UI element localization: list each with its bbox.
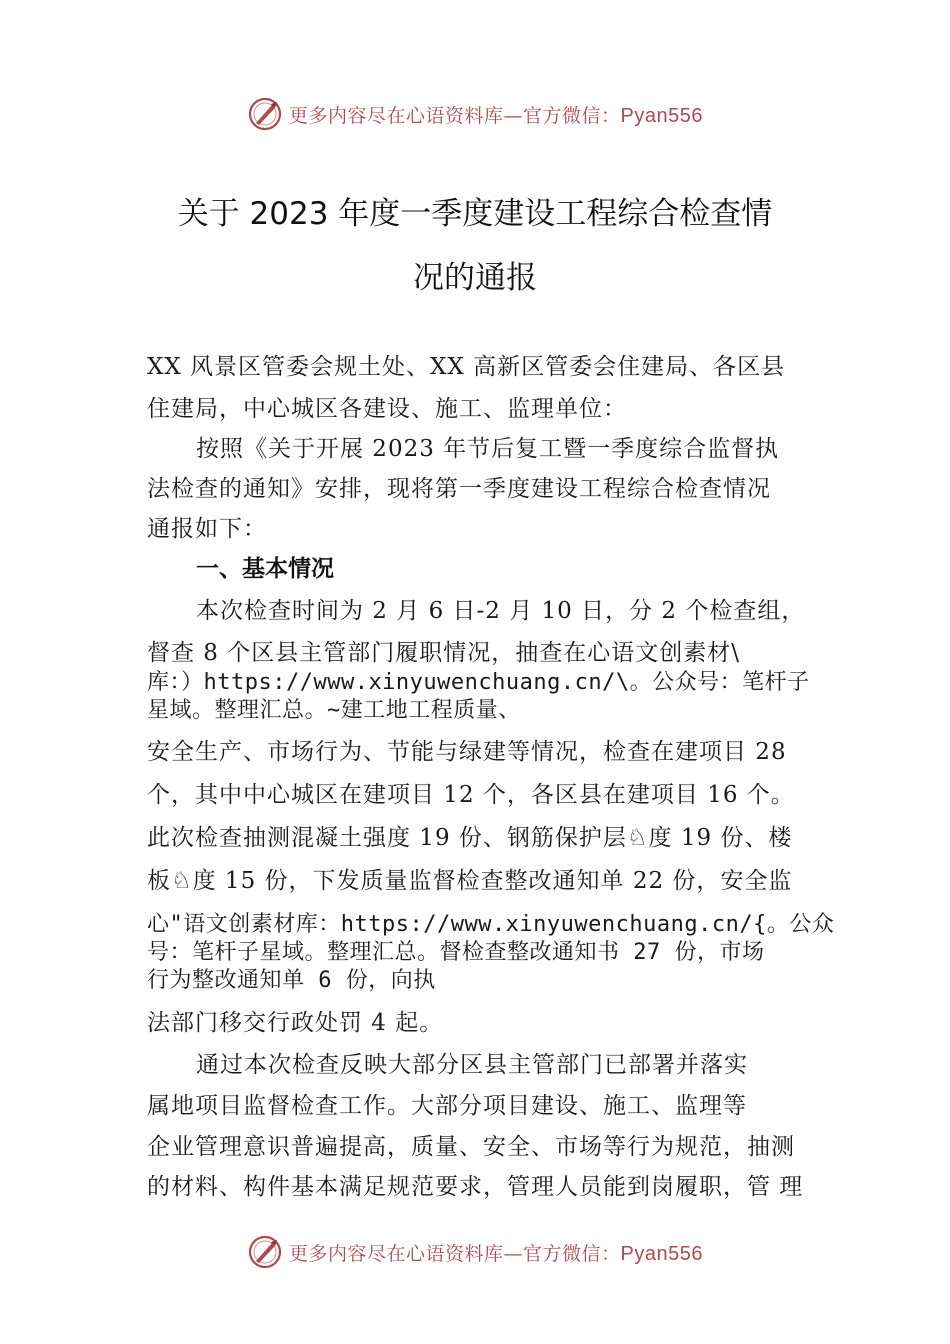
- section-heading: 一、基本情况: [196, 556, 334, 582]
- footer-watermark: [0, 1232, 950, 1272]
- intro-line-3: 通报如下：: [147, 516, 267, 542]
- paragraph-1-line-9: 心"语文创素材库：https://www.xinyuwenchuang.cn/{。公众: [147, 912, 835, 937]
- addressee-line-2: 住建局，中心城区各建设、施工、监理单位：: [147, 396, 627, 422]
- paragraph-1-line-10: 号：笔杆子星域。整理汇总。督检查整改通知书 27 份，市场: [147, 940, 765, 965]
- paragraph-2-line-3: 企业管理意识普遍提高，质量、安全、市场等行为规范，抽测: [147, 1134, 795, 1160]
- paragraph-1-line-1: 本次检查时间为 2 月 6 日-2 月 10 日，分 2 个检查组，: [196, 598, 806, 624]
- paragraph-1-line-5: 安全生产、市场行为、节能与绿建等情况，检查在建项目 28: [147, 739, 787, 765]
- quill-pen-seal-icon: [247, 1234, 283, 1270]
- header-watermark: [0, 94, 950, 134]
- paragraph-1-line-8: 板♘度 15 份，下发质量监督检查整改通知单 22 份，安全监: [147, 868, 793, 894]
- quill-pen-seal-icon: [247, 96, 283, 132]
- paragraph-1-line-6: 个，其中中心城区在建项目 12 个，各区县在建项目 16 个。: [147, 782, 795, 808]
- watermark-text: 更多内容尽在心语资料库—官方微信：Pyan556: [289, 1242, 703, 1265]
- addressee-line-1: XX 风景区管委会规土处、XX 高新区管委会住建局、各区县: [147, 354, 786, 380]
- document-title-line-2: 况的通报: [413, 260, 537, 296]
- paragraph-1-line-11: 行为整改通知单 6 份，向执: [147, 968, 436, 993]
- document-title-line-1: 关于 2023 年度一季度建设工程综合检查情: [177, 196, 773, 232]
- paragraph-1-line-12: 法部门移交行政处罚 4 起。: [147, 1010, 444, 1036]
- intro-line-1: 按照《关于开展 2023 年节后复工暨一季度综合监督执: [196, 436, 780, 462]
- paragraph-1-line-7: 此次检查抽测混凝土强度 19 份、钢筋保护层♘度 19 份、楼: [147, 825, 793, 851]
- watermark-text: 更多内容尽在心语资料库—官方微信：Pyan556: [289, 104, 703, 127]
- paragraph-2-line-1: 通过本次检查反映大部分区县主管部门已部署并落实: [196, 1052, 748, 1078]
- paragraph-2-line-2: 属地项目监督检查工作。大部分项目建设、施工、监理等: [147, 1093, 747, 1119]
- paragraph-1-line-4: 星域。整理汇总。~建工地工程质量、: [147, 698, 521, 723]
- paragraph-1-line-2: 督查 8 个区县主管部门履职情况，抽查在心语文创素材\: [147, 640, 741, 666]
- paragraph-2-line-4: 的材料、构件基本满足规范要求，管理人员能到岗履职，管 理: [147, 1174, 804, 1200]
- paragraph-1-line-3: 库：）https://www.xinyuwenchuang.cn/\。公众号：笔杆子: [147, 670, 810, 695]
- intro-line-2: 法检查的通知》安排，现将第一季度建设工程综合检查情况: [147, 476, 771, 502]
